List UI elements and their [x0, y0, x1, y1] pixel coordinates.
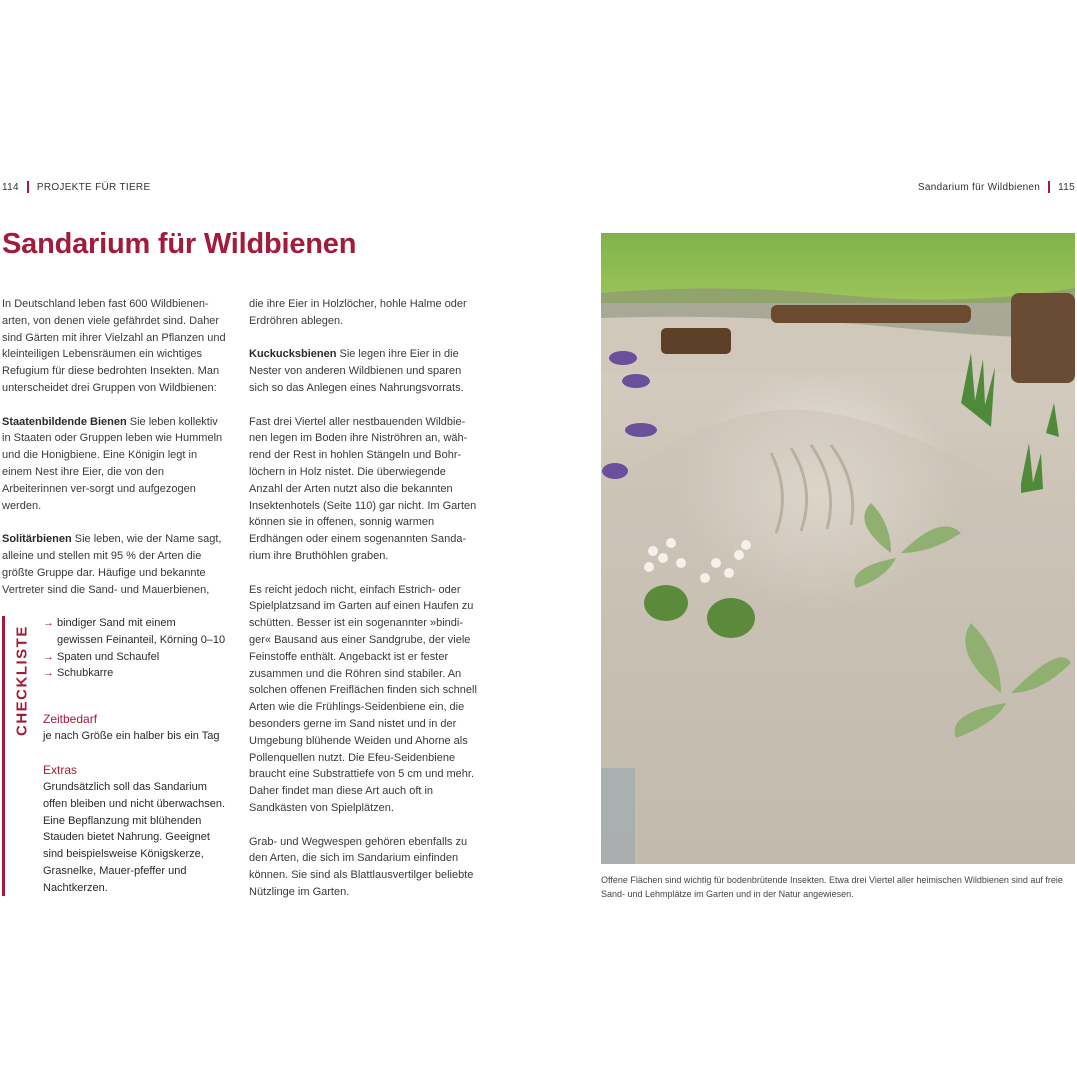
running-title: Sandarium für Wildbienen	[917, 181, 1041, 193]
page-number-left: 114	[2, 181, 19, 193]
continuation-paragraph: die ihre Eier in Holzlöcher, hohle Halme oder Erdröhren ablegen.	[249, 298, 467, 327]
checklist	[43, 615, 233, 897]
nest-paragraph: Fast drei Viertel aller nestbauenden Wildbie-nen legen im Boden ihre Niströhren an, wäh-rend der Rest in hohlen Stängeln und Bohr-löchern in Holz nistet. Die überwiegende Anzahl der Arten nutzt also die bekannten Insektenhotels (Seite 110) gar nicht. Im Garten können sie in offenen, sonnig warmen Erdhängen oder einem sogenannten Sanda-rium ihre Bruthöhlen graben.	[249, 415, 477, 562]
photo-caption: Offene Flächen sind wichtig für bodenbrütende Insekten. Etwa drei Viertel aller heimischen Wildbienen sind auf freie Sand- und Lehmplätze im Garten und in der Natur angewiesen.	[601, 875, 1063, 899]
text-column-2	[249, 296, 477, 917]
page-header-right	[918, 181, 1075, 193]
checklist-bar	[2, 616, 5, 896]
page-title: Sandarium für Wildbienen	[2, 228, 357, 260]
header-divider	[27, 181, 29, 193]
page-number-right: 115	[1058, 181, 1075, 193]
arrow-right-icon: →	[43, 650, 54, 663]
text-column-1	[2, 296, 226, 615]
extras-heading: Extras	[43, 762, 78, 777]
sandarium-photo	[601, 233, 1075, 864]
intro-paragraph: In Deutschland leben fast 600 Wildbienen-arten, von denen viele gefährdet sind. Daher sind Gärten mit ihrer Vielzahl an Pflanzen und kleinteiligen Lebensräumen ein wichtiges Refugium für diese bedrohten Insekten. Man unterscheidet drei Gruppen von Wildbienen:	[2, 298, 226, 394]
arrow-right-icon: →	[43, 667, 54, 680]
wespen-paragraph: Grab- und Wegwespen gehören ebenfalls zu den Arten, die sich im Sandarium einfinden können. Sie sind als Blattlausvertilger beliebte Nützlinge im Garten.	[249, 835, 474, 898]
page-header-left	[2, 181, 150, 193]
section-title: PROJEKTE FÜR TIERE	[36, 181, 151, 193]
checklist-item: → Schubkarre	[43, 665, 233, 682]
kuckuck-paragraph: Kuckucksbienen Sie legen ihre Eier in die Nester von anderen Wildbienen und sparen sich so das Anlegen eines Nahrungsvorrats.	[249, 348, 464, 394]
zeitbedarf-text: je nach Größe ein halber bis ein Tag	[43, 730, 220, 743]
checklist-item: → Spaten und Schaufel	[43, 649, 233, 666]
zeitbedarf-heading: Zeitbedarf	[43, 712, 98, 727]
extras-text: Grundsätzlich soll das Sandarium offen bleiben und nicht überwachsen. Eine Bepflanzung mit blühenden Stauden bietet Nahrung. Geeignet sind beispielsweise Königskerze, Grasnelke, Mauer-pfeffer und Nachtkerzen.	[43, 780, 226, 894]
checklist-item-cont: gewissen Feinanteil, Körning 0–10	[57, 633, 226, 646]
checklist-item: → bindiger Sand mit einem	[43, 615, 233, 632]
checklist-label: CHECKLISTE	[13, 625, 31, 736]
solitaer-paragraph: Solitärbienen Sie leben, wie der Name sagt, alleine und stellen mit 95 % der Arten die größte Gruppe dar. Häufige und bekannte Vertreter sind die Sand- und Mauerbienen,	[2, 533, 222, 596]
arrow-right-icon: →	[43, 617, 54, 629]
sand-paragraph: Es reicht jedoch nicht, einfach Estrich- oder Spielplatzsand im Garten auf einen Haufen zu schütten. Besser ist ein sogenannter »bindi-ger« Bausand aus einer Sandgrube, der viele Feinstoffe enthält. Angebackt ist er fester zusammen und die Röhren sind stabiler. An solchen offenen Freiflächen finden sich schnell Arten wie die Frühlings-Seidenbiene ein, die besonders gerne im Sand nistet und in der Umgebung blühende Weiden und Ahorne als Pollenquellen nutzt. Die Efeu-Seidenbiene braucht eine Substrattiefe von 5 cm und mehr. Daher findet man diese Art auch oft in Sandkästen von Spielplätzen.	[249, 583, 477, 814]
header-divider	[1048, 181, 1050, 193]
staatenbildende-paragraph: Staatenbildende Bienen Sie leben kollektiv in Staaten oder Gruppen leben wie Hummeln und die Honigbiene. Eine Königin legt in einem Nest ihre Eier, die von den Arbeiterinnen ver-sorgt und aufgezogen werden.	[2, 415, 223, 512]
